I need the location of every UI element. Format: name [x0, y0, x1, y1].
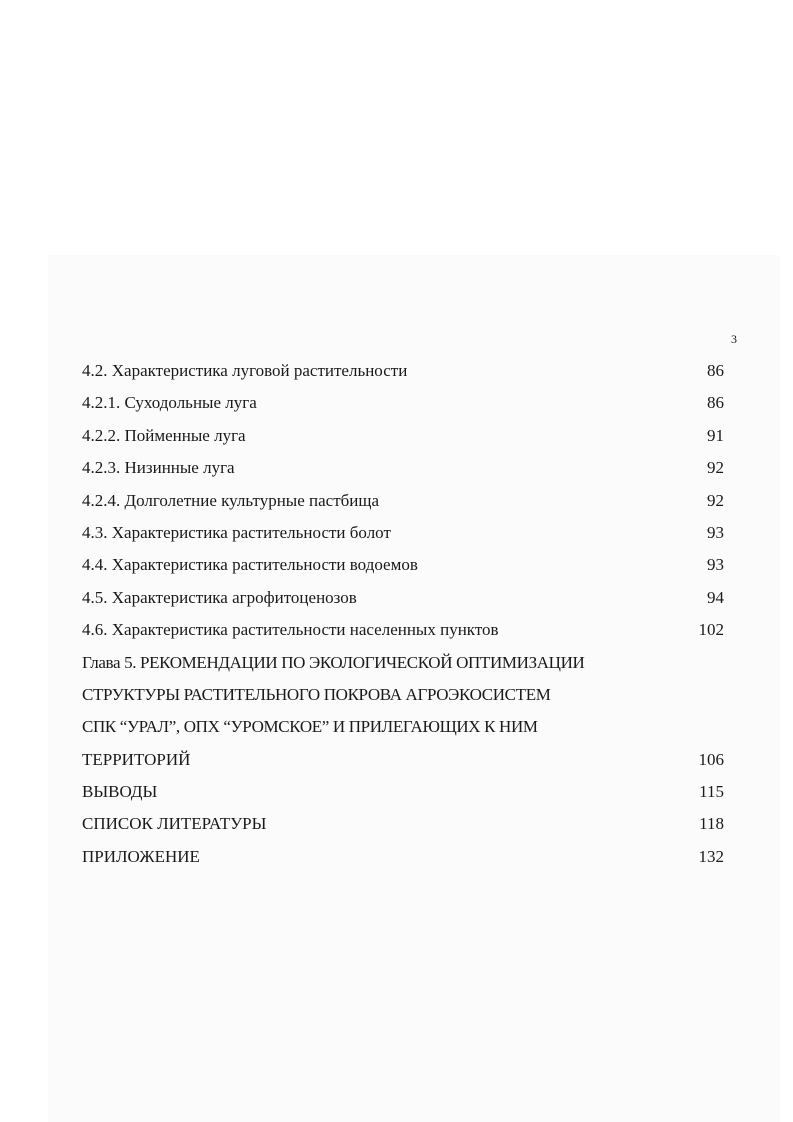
toc-entry-page: 93 [707, 555, 724, 575]
toc-entry-title: 4.2.2. Пойменные луга [82, 425, 246, 445]
toc-entry-title: 4.5. Характеристика агрофитоценозов [82, 587, 357, 607]
toc-entry-title: 4.2.3. Низинные луга [82, 458, 235, 478]
toc-entry-conclusions [82, 777, 732, 809]
toc-entry-title: 4.2.4. Долголетние культурные пастбища [82, 490, 380, 510]
toc-entry-references [82, 809, 732, 841]
toc-chapter-title-line: ТЕРРИТОРИЙ [82, 749, 191, 769]
toc-entry-page: 92 [707, 458, 724, 478]
toc-entry-page: 115 [699, 782, 724, 802]
toc-entry-title: ВЫВОДЫ [82, 782, 158, 802]
toc-entry-title: 4.3. Характеристика растительности болот [82, 522, 391, 542]
toc-entry-page: 106 [698, 749, 724, 769]
toc-chapter-5-line-2 [82, 680, 732, 712]
toc-entry-4-6 [82, 615, 732, 647]
toc-entry-title: 4.2. Характеристика луговой растительности [82, 361, 408, 380]
toc-entry-title: 4.6. Характеристика растительности населенных пунктов [82, 620, 499, 640]
toc-chapter-5-line-3 [82, 712, 732, 744]
toc-entry-title: СПИСОК ЛИТЕРАТУРЫ [82, 814, 267, 834]
toc-entry-page: 86 [707, 393, 724, 413]
toc-entry-title: 4.4. Характеристика растительности водоемов [82, 555, 418, 575]
toc-entry-page: 92 [707, 490, 724, 510]
table-of-contents [82, 356, 732, 874]
toc-entry-title: ПРИЛОЖЕНИЕ [82, 846, 200, 866]
toc-entry-title: 4.2.1. Суходольные луга [82, 393, 257, 413]
toc-entry-4-4 [82, 550, 732, 582]
toc-chapter-title-line: СПК “УРАЛ”, ОПХ “УРОМСКОЕ” И ПРИЛЕГАЮЩИХ К НИМ [82, 717, 538, 737]
toc-entry-page: 102 [698, 620, 724, 640]
toc-chapter-title-line: Глава 5. РЕКОМЕНДАЦИИ ПО ЭКОЛОГИЧЕСКОЙ ОПТИМИЗАЦИИ [82, 652, 585, 672]
toc-entry-4-2 [82, 356, 732, 388]
toc-chapter-5-line-1 [82, 648, 732, 680]
toc-entry-page: 118 [699, 814, 724, 834]
toc-entry-4-3 [82, 518, 732, 550]
toc-entry-page: 93 [707, 522, 724, 542]
toc-entry-4-2-1 [82, 388, 732, 420]
toc-entry-page: 86 [707, 361, 724, 380]
toc-entry-page: 132 [698, 846, 724, 866]
toc-chapter-5-line-4 [82, 745, 732, 777]
toc-entry-appendix [82, 842, 732, 874]
page-number: 3 [731, 332, 737, 346]
toc-entry-4-2-4 [82, 486, 732, 518]
toc-entry-4-2-3 [82, 453, 732, 485]
toc-entry-4-5 [82, 583, 732, 615]
toc-chapter-title-line: СТРУКТУРЫ РАСТИТЕЛЬНОГО ПОКРОВА АГРОЭКОСИСТЕМ [82, 684, 551, 704]
toc-entry-4-2-2 [82, 421, 732, 453]
toc-entry-page: 91 [707, 425, 724, 445]
toc-entry-page: 94 [707, 587, 724, 607]
